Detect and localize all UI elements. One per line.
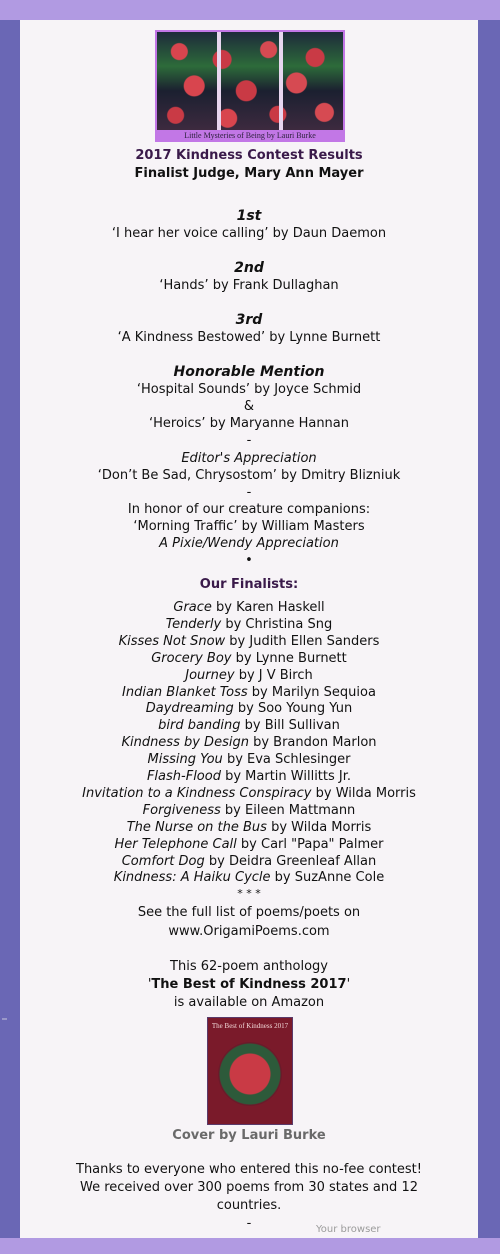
finalist-title: Forgiveness (142, 802, 221, 818)
finalist-author: by Wilda Morris (266, 819, 372, 835)
finalist-title: Missing You (147, 752, 223, 768)
finalist-title: Daydreaming (145, 701, 234, 717)
finalist-item (20, 769, 478, 785)
full-list-text: See the full list of poems/poets on (137, 905, 361, 920)
place-first-label: 1st (236, 208, 262, 224)
banner-image (155, 30, 345, 142)
thanks-line-3: countries. (216, 1198, 282, 1213)
finalist-item (20, 701, 478, 717)
honorable-amp: & (243, 399, 255, 414)
anthology-line-1: This 62-poem anthology (170, 959, 328, 974)
footnote-text: Your browser (316, 1224, 381, 1235)
finalist-item (20, 837, 478, 853)
finalist-item (20, 786, 478, 802)
finalist-title: Comfort Dog (121, 853, 205, 869)
thanks-line-2: We received over 300 poems from 30 states and 12 (80, 1180, 418, 1195)
finalist-title: The Nurse on the Bus (126, 819, 267, 835)
finalist-author: by Carl "Papa" Palmer (236, 836, 384, 852)
editor-poem: ‘Don’t Be Sad, Chrysostom’ by Dmitry Blizniuk (97, 468, 401, 483)
finalist-title: Kindness by Design (121, 735, 249, 751)
finalist-title: Flash-Flood (146, 769, 221, 784)
creature-poem: ‘Morning Traffic’ by William Masters (133, 519, 365, 534)
finalist-item (20, 718, 478, 734)
stars-separator: * * * (237, 887, 261, 900)
bottom-bar (0, 1238, 500, 1254)
finalist-author: by J V Birch (234, 667, 313, 683)
honorable-label: Honorable Mention (173, 364, 325, 380)
creature-intro: In honor of our creature companions: (127, 502, 371, 517)
finalist-item (20, 634, 478, 650)
finalist-author: by Soo Young Yun (233, 701, 353, 717)
honorable-poem-2: ‘Heroics’ by Maryanne Hannan (148, 416, 349, 431)
finalist-item (20, 600, 478, 616)
page-title: 2017 Kindness Contest Results (135, 148, 363, 163)
finalist-title: Indian Blanket Toss (122, 684, 248, 700)
place-second-label: 2nd (234, 260, 264, 276)
finalist-author: by Wilda Morris (311, 785, 416, 801)
place-third-poem: ‘A Kindness Bestowed’ by Lynne Burnett (117, 330, 381, 345)
finalist-item (20, 651, 478, 667)
bullet-separator: • (245, 553, 253, 568)
finalist-title: Invitation to a Kindness Conspiracy (82, 785, 312, 801)
finalist-author: by Bill Sullivan (240, 718, 340, 734)
finalists-heading: Our Finalists: (199, 577, 299, 592)
finalist-author: by Brandon Marlon (248, 735, 377, 751)
finalist-author: by Deidra Greenleaf Allan (204, 853, 377, 869)
separator-1: - (246, 433, 252, 448)
side-mark (2, 1018, 7, 1020)
finalist-item (20, 617, 478, 633)
finalist-author: by SuzAnne Cole (270, 870, 385, 886)
finalist-author: by Martin Willitts Jr. (220, 769, 352, 784)
place-third-label: 3rd (235, 312, 263, 328)
finalist-item (20, 820, 478, 836)
anthology-line-2: 'The Best of Kindness 2017' (147, 977, 351, 992)
finalist-author: by Judith Ellen Sanders (225, 633, 380, 649)
anthology-line-3: is available on Amazon (173, 995, 325, 1010)
finalist-item (20, 752, 478, 768)
finalist-item (20, 854, 478, 870)
finalist-title: Grace (173, 600, 212, 615)
finalist-title: Journey (185, 667, 235, 683)
finalist-author: by Karen Haskell (211, 600, 325, 615)
finalist-author: by Eileen Mattmann (220, 802, 356, 818)
honorable-poem-1: ‘Hospital Sounds’ by Joyce Schmid (136, 382, 362, 397)
finalist-author: by Lynne Burnett (231, 650, 347, 666)
finalist-item (20, 685, 478, 701)
separator-2: - (246, 485, 252, 500)
finalist-item (20, 870, 478, 886)
finalist-title: Kisses Not Snow (118, 633, 226, 649)
banner-caption: Little Mysteries of Being by Lauri Burke (184, 131, 316, 140)
place-second-poem: ‘Hands’ by Frank Dullaghan (159, 278, 339, 293)
book-cover-image[interactable]: The Best of Kindness 2017 (207, 1017, 293, 1125)
finalist-title: Her Telephone Call (114, 836, 237, 852)
finalist-title: Tenderly (165, 616, 222, 632)
thanks-separator: - (246, 1216, 252, 1231)
finalist-author: by Marilyn Sequioa (247, 684, 376, 700)
cover-credit: Cover by Lauri Burke (172, 1128, 326, 1143)
book-title: The Best of Kindness 2017 (151, 977, 347, 992)
thanks-line-1: Thanks to everyone who entered this no-fee contest! (76, 1162, 422, 1177)
finalist-title: Kindness: A Haiku Cycle (113, 870, 271, 886)
finalist-title: bird banding (158, 718, 241, 734)
top-bar (0, 0, 500, 20)
finalist-item (20, 803, 478, 819)
place-first-poem: ‘I hear her voice calling’ by Daun Daemon (111, 226, 387, 241)
judge-line: Finalist Judge, Mary Ann Mayer (134, 166, 364, 181)
finalist-item (20, 668, 478, 684)
finalist-item (20, 735, 478, 751)
origami-link[interactable]: www.OrigamiPoems.com (168, 924, 330, 939)
amazon-link[interactable]: Amazon (271, 995, 325, 1010)
editor-label: Editor's Appreciation (181, 451, 317, 466)
finalist-title: Grocery Boy (151, 650, 232, 666)
finalist-author: by Eva Schlesinger (222, 752, 351, 768)
banner-artwork (157, 32, 343, 130)
finalist-author: by Christina Sng (221, 616, 333, 632)
creature-appreciation: A Pixie/Wendy Appreciation (159, 536, 339, 551)
content-panel (20, 20, 478, 1238)
